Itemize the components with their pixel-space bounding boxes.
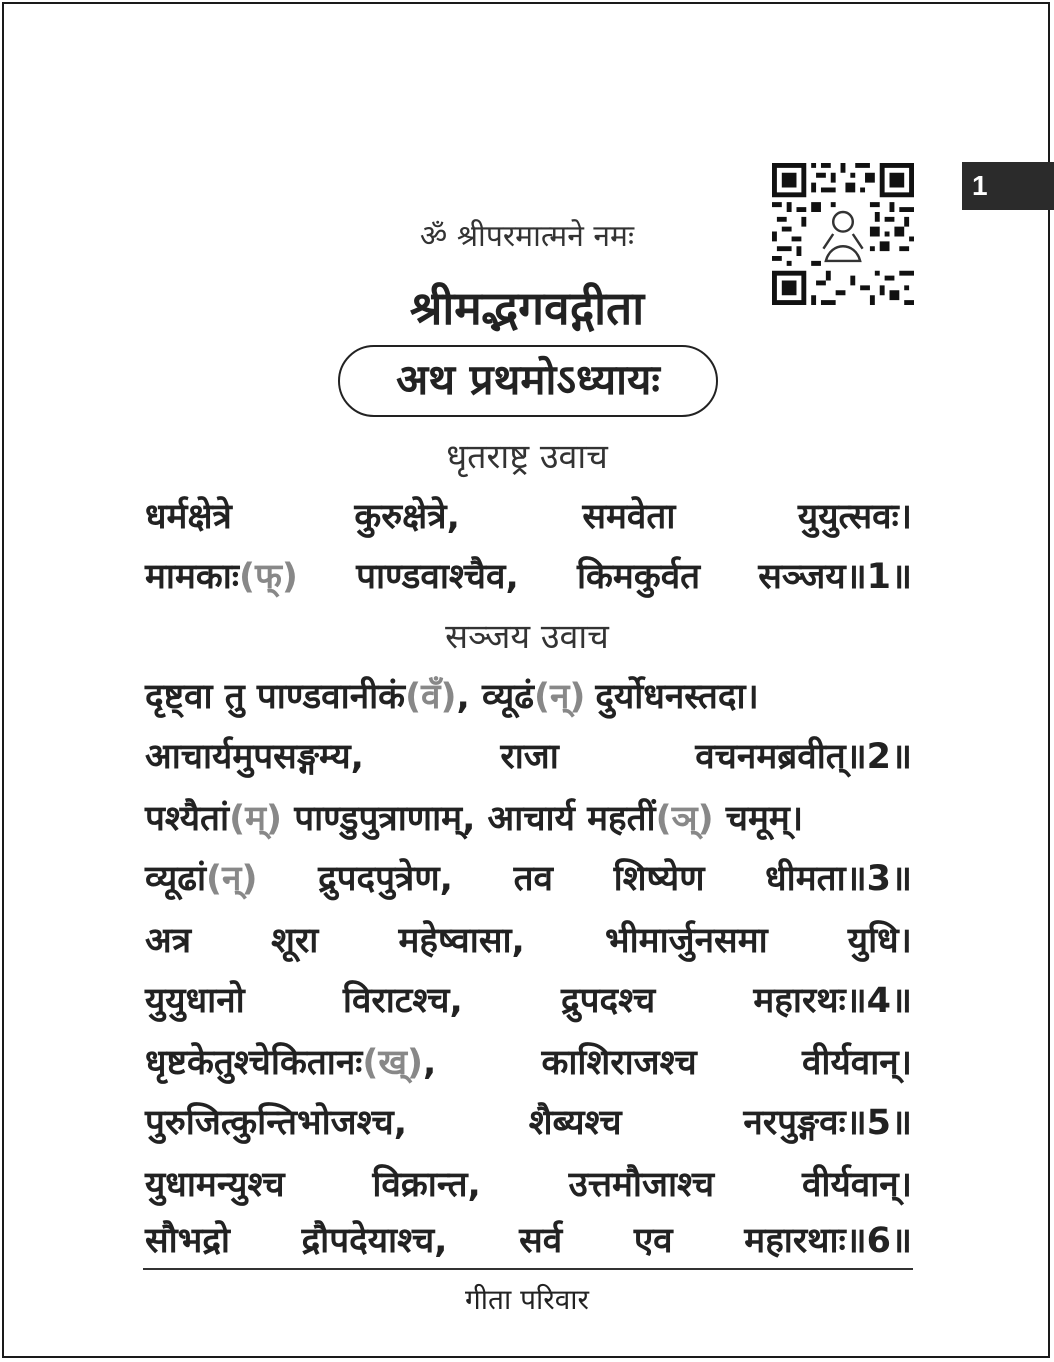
speaker-sanjaya: सञ्जय उवाच [445,617,609,657]
pronunciation-hint: (फ्) [238,557,298,597]
verse-word: शिष्येण [613,859,705,899]
verse-word: दुर्योधनस्तदा। [595,677,759,717]
verse-word: सौभद्रो [145,1221,230,1261]
verse-word: द्रौपदेयाश्च, [301,1221,448,1261]
pronunciation-hint: (म्) [229,799,283,839]
verse-word: मामकाः(फ्) [145,557,298,597]
verse-word: एव [633,1221,673,1261]
verse-4-line-2 [145,976,912,1023]
verse-word: आचार्यमुपसङ्गम्य, [145,737,364,777]
pronunciation-hint: (न्) [533,677,586,717]
verse-word: समवेता [582,497,676,537]
verse-2-line-1 [145,672,912,719]
verse-word: नरपुङ्गवः॥5॥ [743,1103,912,1143]
verse-word: महेष्वासा, [398,921,525,961]
pronunciation-hint: (ख्) [362,1043,423,1083]
verse-word: महारथः॥4॥ [753,981,912,1021]
verse-word: काशिराजश्च [541,1043,697,1083]
verse-word: भीमार्जुनसमा [604,921,768,961]
verse-word: पुरुजित्कुन्तिभोजश्च, [145,1103,408,1143]
verse-word: शैब्यश्च [528,1103,622,1143]
verse-word: राजा [500,737,559,777]
verse-word: पश्यैतां(म्) पाण्डुपुत्राणाम्, आचार्य महतीं(ञ्) चमूम्। [145,799,804,839]
verse-5-line-2 [145,1098,912,1145]
chapter-heading: अथ प्रथमोऽध्यायः [338,345,718,417]
verse-word: युधामन्युश्च [145,1165,285,1205]
verse-6-line-2 [145,1216,912,1263]
verse-word: व्यूढां(न्) [145,859,258,899]
verse-3-line-2 [145,854,912,901]
invocation: ॐ श्रीपरमात्मने नमः [419,219,635,254]
pronunciation-hint: (ञ्) [655,799,714,839]
verse-word: कुरुक्षेत्रे, [354,497,460,537]
verse-word: तव [513,859,553,899]
verse-word: सर्व [519,1221,563,1261]
verse-word: युयुधानो [145,981,245,1021]
verse-word: अत्र [145,921,192,961]
pronunciation-hint: (न्) [206,859,258,899]
verse-word: वीर्यवान्। [801,1043,912,1083]
verse-word: धीमता॥3॥ [765,859,912,899]
verse-6-line-1 [145,1160,912,1207]
verse-word: वीर्यवान्। [801,1165,912,1205]
verse-word: द्रुपदश्च [561,981,656,1021]
verse-word: धर्मक्षेत्रे [145,497,232,537]
verse-4-line-1 [145,916,912,963]
verse-word: उत्तमौजाश्च [568,1165,715,1205]
page-number-tab: 1 [962,162,1054,210]
verse-word: पाण्डवाश्चैव, [356,557,519,597]
verse-5-line-1 [145,1038,912,1085]
verse-word: महारथाः॥6॥ [744,1221,912,1261]
speaker-dhritarashtra: धृतराष्ट्र उवाच [446,437,608,477]
verse-2-line-2 [145,732,912,779]
verse-word: किमकुर्वत [576,557,701,597]
verse-word: शूरा [271,921,319,961]
pronunciation-hint: (वँ) [405,677,457,717]
verse-word: दृष्ट्वा तु पाण्डवानीकं(वँ), व्यूढं(न्) [145,677,586,717]
verse-1-line-1 [145,492,912,539]
verse-word: युयुत्सवः। [797,497,912,537]
verse-word: युधि। [847,921,912,961]
verse-word: विक्रान्त, [372,1165,481,1205]
footer-publisher: गीता परिवार [464,1283,589,1316]
verse-word: द्रुपदपुत्रेण, [318,859,453,899]
verse-3-line-1 [145,794,912,841]
page-title: श्रीमद्भगवद्गीता [409,281,645,335]
verse-word: धृष्टकेतुश्चेकितानः(ख्), [145,1043,437,1083]
footer-divider [143,1268,913,1270]
verse-1-line-2 [145,552,912,599]
verse-word: सञ्जय॥1॥ [758,557,912,597]
verse-word: वचनमब्रवीत्॥2॥ [695,737,912,777]
verse-word: विराटश्च, [342,981,463,1021]
